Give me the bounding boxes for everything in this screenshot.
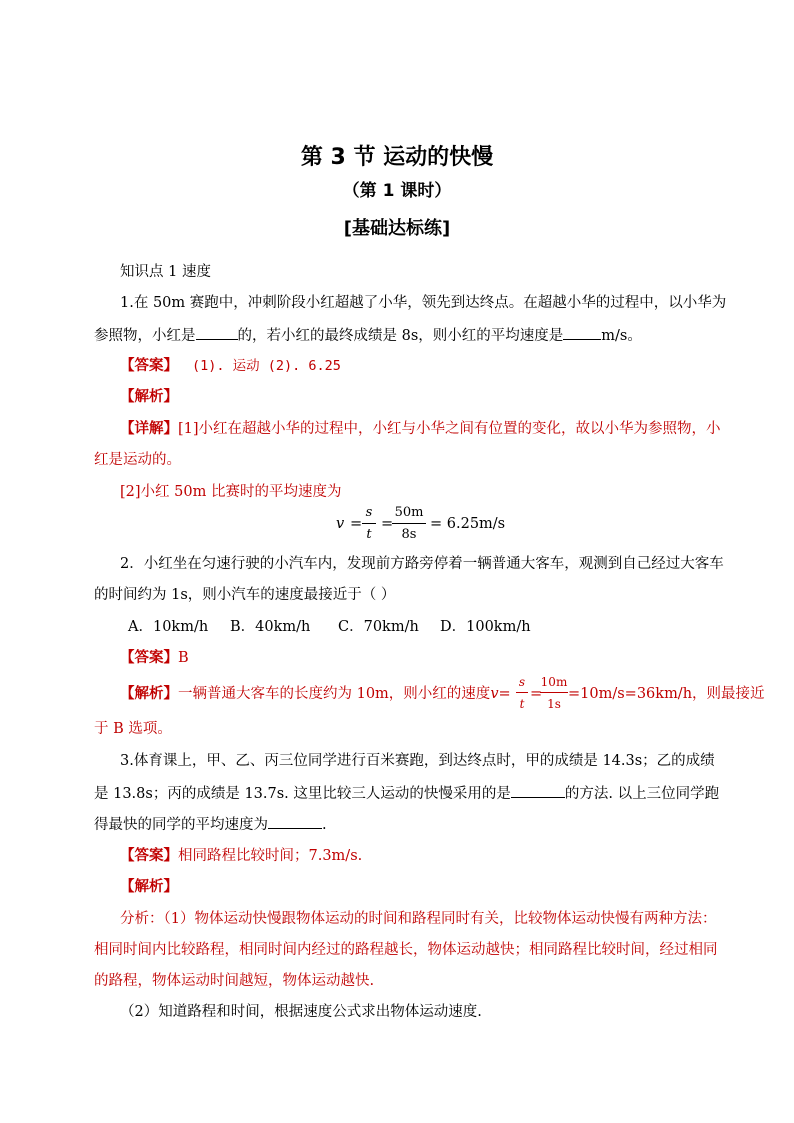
formula-eq1: = <box>350 516 363 532</box>
q1-detail-label: 【详解】 <box>120 420 178 437</box>
q1-line2-part1: 参照物，小红是 <box>94 328 196 344</box>
q1-answer-text: (1). 运动 (2). 6.25 <box>192 358 341 374</box>
q2-formula-s: s <box>518 675 526 689</box>
q2-formula-t: t <box>519 697 525 711</box>
q2-option-c: C．70km/h <box>338 619 419 635</box>
q1-answer-label: 【答案】 <box>120 357 178 374</box>
q3-analysis-line1: 分析：（1）物体运动快慢跟物体运动的时间和路程同时有关，比较物体运动快慢有两种方法： <box>120 911 717 927</box>
section-heading: [基础达标练] <box>343 218 451 239</box>
q2-formula-eq2: = <box>530 686 543 702</box>
formula-fraction-bar-1 <box>362 523 376 524</box>
q3-analysis-label: 【解析】 <box>120 878 178 895</box>
q2-formula-v: v <box>490 686 499 702</box>
q2-line1: 2．小红坐在匀速行驶的小汽车内，发现前方路旁停着一辆普通大客车，观测到自己经过大客车 <box>120 556 724 572</box>
q2-analysis-line2: 于 B 选项。 <box>94 721 172 737</box>
q3-line2-part2: 的方法. 以上三位同学跑 <box>564 786 720 802</box>
q2-answer-text: B <box>178 650 189 666</box>
q2-fraction-bar-2 <box>540 692 568 693</box>
q2-answer <box>120 649 189 667</box>
q1-answer <box>120 357 341 375</box>
q2-fraction-bar-1 <box>516 692 528 693</box>
q1-analysis-label: 【解析】 <box>120 388 178 405</box>
q2-formula-numerator: 10m <box>540 675 568 689</box>
q3-blank-1 <box>511 784 565 798</box>
q3-line1: 3.体育课上，甲、乙、丙三位同学进行百米赛跑，到达终点时，甲的成绩是 14.3s；乙的成绩 <box>120 753 715 769</box>
q3-answer-text: 相同路程比较时间；7.3m/s. <box>178 848 363 864</box>
q1-blank-1 <box>196 326 238 340</box>
q1-line2-part3: m/s。 <box>601 328 642 344</box>
q2-option-d: D．100km/h <box>440 619 531 635</box>
q2-answer-label: 【答案】 <box>120 649 178 666</box>
q3-line3-part1: 得最快的同学的平均速度为 <box>94 817 268 833</box>
q3-line2 <box>94 784 719 803</box>
page-title: 第 3 节 运动的快慢 <box>300 145 494 170</box>
q1-line2 <box>94 326 642 345</box>
q1-line1: 1.在 50m 赛跑中，冲刺阶段小红超越了小华，领先到达终点。在超越小华的过程中，以小华为 <box>120 295 727 311</box>
q1-detail-line1 <box>120 420 721 438</box>
q1-detail-line2: 红是运动的。 <box>94 452 181 468</box>
q2-analysis-text-b: =10m/s=36km/h，则最接近 <box>568 686 765 702</box>
q3-answer-label: 【答案】 <box>120 847 178 864</box>
q2-formula-eq: = <box>498 686 511 702</box>
q2-option-b: B．40km/h <box>230 619 311 635</box>
q3-line2-part1: 是 13.8s；丙的成绩是 13.7s. 这里比较三人运动的快慢采用的是 <box>94 786 511 802</box>
q1-blank-2 <box>563 326 601 340</box>
q2-analysis-label: 【解析】 <box>120 685 178 702</box>
q3-line3-part2: . <box>322 817 327 833</box>
q1-detail-line3: [2]小红 50m 比赛时的平均速度为 <box>120 484 342 500</box>
q1-line2-part2: 的，若小红的最终成绩是 8s，则小红的平均速度是 <box>237 328 564 344</box>
q3-analysis-line4: （2）知道路程和时间，根据速度公式求出物体运动速度. <box>120 1004 482 1020</box>
formula-fraction-bar-2 <box>392 523 426 524</box>
q3-analysis-line2: 相同时间内比较路程，相同时间内经过的路程越长，物体运动越快；相同路程比较时间，经过相同 <box>94 942 718 958</box>
q2-analysis-text-a: 一辆普通大客车的长度约为 10m，则小红的速度 <box>178 686 491 702</box>
q2-analysis-line1 <box>120 685 511 703</box>
q1-detail-text: [1]小红在超越小华的过程中，小红与小华之间有位置的变化，故以小华为参照物，小 <box>178 421 721 437</box>
formula-s: s <box>365 505 373 520</box>
knowledge-point-label: 知识点 1 速度 <box>120 264 211 280</box>
formula-t: t <box>366 527 372 542</box>
formula-eq2: = <box>381 516 394 532</box>
q3-line3 <box>94 815 327 834</box>
formula-denominator: 8s <box>401 527 417 542</box>
formula-v: v <box>336 516 345 532</box>
lesson-subtitle: （第 1 课时） <box>342 181 452 201</box>
q2-formula-denominator: 1s <box>547 697 561 711</box>
q3-analysis-line3: 的路程，物体运动时间越短，物体运动越快. <box>94 973 375 989</box>
q3-answer <box>120 847 362 865</box>
q2-line2: 的时间约为 1s，则小汽车的速度最接近于（ ） <box>94 587 396 603</box>
formula-numerator: 50m <box>394 505 424 520</box>
q3-blank-2 <box>268 815 322 829</box>
q2-option-a: A．10km/h <box>128 619 209 635</box>
formula-result: = 6.25m/s <box>430 516 506 532</box>
